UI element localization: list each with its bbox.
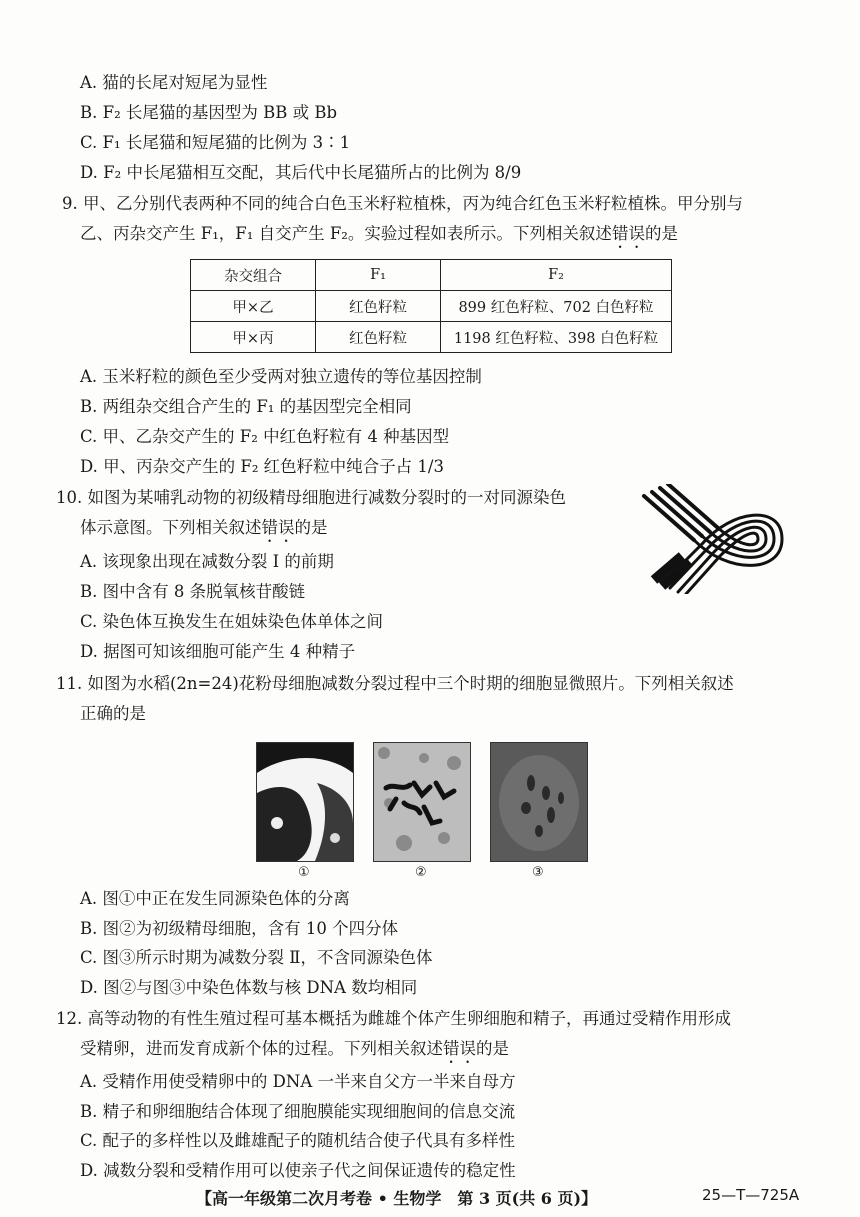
q9-cross-table xyxy=(190,259,672,353)
q12-option-d: D. 减数分裂和受精作用可以使亲子代之间保证遗传的稳定性 xyxy=(80,1161,516,1180)
exam-code: 25—T—725A xyxy=(702,1186,800,1204)
table-header-cell: F₁ xyxy=(316,260,441,291)
micrograph-1-label: ① xyxy=(298,865,310,880)
q11-option-c: C. 图③所示时期为减数分裂 Ⅱ，不含同源染色体 xyxy=(80,948,433,967)
q12-emphasis: 错误 xyxy=(443,1039,476,1058)
q9-stem-line1: 9. 甲、乙分别代表两种不同的纯合白色玉米籽粒植株，丙为纯合红色玉米籽粒植株。甲分别与 xyxy=(62,194,743,213)
micrograph-2-label: ② xyxy=(415,865,427,880)
q12-option-a: A. 受精作用使受精卵中的 DNA 一半来自父方一半来自母方 xyxy=(80,1072,516,1091)
q12-option-c: C. 配子的多样性以及雌雄配子的随机结合使子代具有多样性 xyxy=(80,1131,516,1150)
q9-option-c: C. 甲、乙杂交产生的 F₂ 中红色籽粒有 4 种基因型 xyxy=(80,427,450,446)
q10-emphasis: 错误 xyxy=(261,518,295,537)
q10-stem-line2: 体示意图。下列相关叙述错误的是 xyxy=(80,518,328,537)
table-cell: 甲×乙 xyxy=(191,291,316,322)
q12-stem-line1: 12. 高等动物的有性生殖过程可基本概括为雌雄个体产生卵细胞和精子，再通过受精作用形成 xyxy=(56,1009,731,1028)
q9-emphasis: 错误 xyxy=(611,224,645,243)
table-cell: 红色籽粒 xyxy=(316,322,441,353)
table-cell: 899 红色籽粒、702 白色籽粒 xyxy=(441,291,672,322)
q8-option-d: D. F₂ 中长尾猫相互交配，其后代中长尾猫所占的比例为 8/9 xyxy=(80,163,522,182)
q9-option-b: B. 两组杂交组合产生的 F₁ 的基因型完全相同 xyxy=(80,397,412,416)
table-header-row xyxy=(191,260,672,291)
micrograph-3-label: ③ xyxy=(532,865,544,880)
q10-option-b: B. 图中含有 8 条脱氧核苷酸链 xyxy=(80,582,306,601)
page-footer-title: 【高一年级第二次月考卷 • 生物学 第 3 页(共 6 页)】 xyxy=(196,1189,598,1208)
q9-option-a: A. 玉米籽粒的颜色至少受两对独立遗传的等位基因控制 xyxy=(80,367,482,386)
q11-stem-line1: 11. 如图为水稻(2n=24)花粉母细胞减数分裂过程中三个时期的细胞显微照片。下列相关叙述 xyxy=(56,674,734,693)
homologous-chromosome-diagram xyxy=(632,484,792,594)
micrograph-1-image xyxy=(256,742,354,862)
table-header-cell: F₂ xyxy=(441,260,672,291)
q8-option-a: A. 猫的长尾对短尾为显性 xyxy=(80,73,268,92)
table-cell: 红色籽粒 xyxy=(316,291,441,322)
q10-option-c: C. 染色体互换发生在姐妹染色体单体之间 xyxy=(80,612,384,631)
q10-option-d: D. 据图可知该细胞可能产生 4 种精子 xyxy=(80,642,356,661)
q10-stem-line1: 10. 如图为某哺乳动物的初级精母细胞进行减数分裂时的一对同源染色 xyxy=(56,488,566,507)
q12-stem-line2: 受精卵，进而发育成新个体的过程。下列相关叙述错误的是 xyxy=(80,1039,509,1058)
q12-option-b: B. 精子和卵细胞结合体现了细胞膜能实现细胞间的信息交流 xyxy=(80,1102,516,1121)
q8-option-b: B. F₂ 长尾猫的基因型为 BB 或 Bb xyxy=(80,103,338,122)
q11-stem-line2: 正确的是 xyxy=(80,704,146,723)
table-row xyxy=(191,291,672,322)
q11-option-d: D. 图②与图③中染色体数与核 DNA 数均相同 xyxy=(80,978,418,997)
q10-option-a: A. 该现象出现在减数分裂 Ⅰ 的前期 xyxy=(80,552,334,571)
q8-option-c: C. F₁ 长尾猫和短尾猫的比例为 3∶1 xyxy=(80,133,351,152)
table-header-cell: 杂交组合 xyxy=(191,260,316,291)
table-cell: 1198 红色籽粒、398 白色籽粒 xyxy=(441,322,672,353)
table-cell: 甲×丙 xyxy=(191,322,316,353)
q11-option-a: A. 图①中正在发生同源染色体的分离 xyxy=(80,889,350,908)
q9-option-d: D. 甲、丙杂交产生的 F₂ 红色籽粒中纯合子占 1/3 xyxy=(80,457,444,476)
table-row xyxy=(191,322,672,353)
q9-stem-line2: 乙、丙杂交产生 F₁，F₁ 自交产生 F₂。实验过程如表所示。下列相关叙述错误的是 xyxy=(80,224,678,243)
micrograph-2-image xyxy=(373,742,471,862)
micrograph-3-image xyxy=(490,742,588,862)
q11-option-b: B. 图②为初级精母细胞，含有 10 个四分体 xyxy=(80,919,399,938)
